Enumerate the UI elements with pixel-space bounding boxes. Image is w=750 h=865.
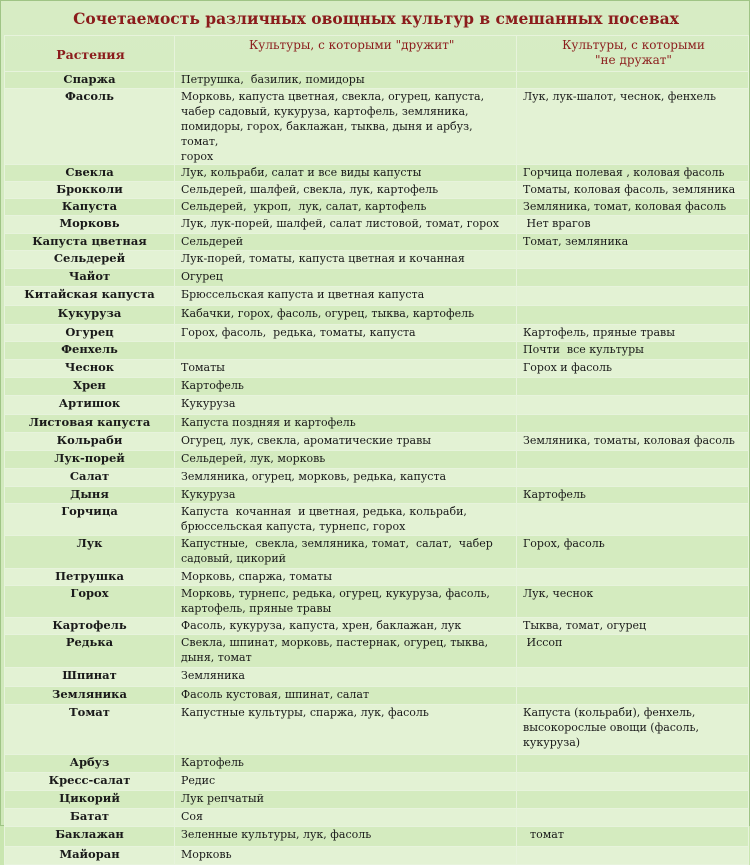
- enemies-cell: Почти все культуры: [517, 342, 749, 360]
- enemies-cell: Картофель, пряные травы: [517, 325, 749, 342]
- table-row: [5, 809, 749, 827]
- friends-cell: Петрушка, базилик, помидоры: [175, 72, 517, 89]
- table-row: [5, 668, 749, 687]
- enemies-cell: [517, 306, 749, 325]
- plant-name-cell: Томат: [5, 705, 175, 755]
- table-body: [5, 72, 749, 865]
- plant-name-cell: Капуста цветная: [5, 234, 175, 251]
- table-row: [5, 791, 749, 809]
- friends-cell: Кукуруза: [175, 396, 517, 415]
- plant-name-cell: Фасоль: [5, 89, 175, 165]
- plant-name-cell: Картофель: [5, 618, 175, 635]
- enemies-cell: Томаты, коловая фасоль, земляника: [517, 182, 749, 199]
- enemies-cell: Горчица полевая , коловая фасоль: [517, 165, 749, 182]
- enemies-cell: [517, 415, 749, 433]
- table-row: [5, 378, 749, 396]
- friends-cell: Соя: [175, 809, 517, 827]
- friends-cell: Горох, фасоль, редька, томаты, капуста: [175, 325, 517, 342]
- plant-name-cell: Арбуз: [5, 755, 175, 773]
- plant-name-cell: Артишок: [5, 396, 175, 415]
- friends-cell: Сельдерей: [175, 234, 517, 251]
- enemies-cell: Земляника, томат, коловая фасоль: [517, 199, 749, 216]
- table-row: [5, 72, 749, 89]
- page-title: Сочетаемость различных овощных культур в смешанных посевах: [73, 8, 679, 28]
- enemies-cell: томат: [517, 827, 749, 847]
- plant-name-cell: Батат: [5, 809, 175, 827]
- table-row: [5, 251, 749, 269]
- plant-name-cell: Петрушка: [5, 569, 175, 586]
- friends-cell: [175, 342, 517, 360]
- plant-name-cell: Капуста: [5, 199, 175, 216]
- plant-name-cell: Огурец: [5, 325, 175, 342]
- plant-name-cell: Баклажан: [5, 827, 175, 847]
- friends-cell: Капустные культуры, спаржа, лук, фасоль: [175, 705, 517, 755]
- enemies-cell: [517, 396, 749, 415]
- friends-cell: Редис: [175, 773, 517, 791]
- table-row: [5, 182, 749, 199]
- enemies-cell: Томат, земляника: [517, 234, 749, 251]
- table-row: [5, 396, 749, 415]
- table-row: [5, 89, 749, 165]
- enemies-cell: [517, 791, 749, 809]
- plant-name-cell: Земляника: [5, 687, 175, 705]
- plant-name-cell: Чайот: [5, 269, 175, 287]
- friends-cell: Кабачки, горох, фасоль, огурец, тыква, картофель: [175, 306, 517, 325]
- friends-cell: Картофель: [175, 378, 517, 396]
- compatibility-table: [4, 35, 749, 865]
- table-row: [5, 469, 749, 487]
- header-friends: Культуры, с которыми "дружит": [175, 36, 517, 72]
- enemies-cell: [517, 687, 749, 705]
- enemies-cell: Тыква, томат, огурец: [517, 618, 749, 635]
- enemies-cell: [517, 668, 749, 687]
- table-row: [5, 504, 749, 536]
- enemies-cell: [517, 269, 749, 287]
- friends-cell: Морковь, спаржа, томаты: [175, 569, 517, 586]
- table-row: [5, 773, 749, 791]
- friends-cell: Лук-порей, томаты, капуста цветная и кочанная: [175, 251, 517, 269]
- friends-cell: Морковь, турнепс, редька, огурец, кукуруза, фасоль, картофель, пряные травы: [175, 586, 517, 618]
- enemies-cell: Лук, чеснок: [517, 586, 749, 618]
- table-row: [5, 325, 749, 342]
- friends-cell: Томаты: [175, 360, 517, 378]
- header-plant: Растения: [5, 36, 175, 72]
- enemies-cell: Горох и фасоль: [517, 360, 749, 378]
- friends-cell: Сельдерей, лук, морковь: [175, 451, 517, 469]
- friends-cell: Огурец, лук, свекла, ароматические травы: [175, 433, 517, 451]
- table-row: [5, 635, 749, 668]
- header-enemies: [517, 36, 749, 72]
- plant-name-cell: Горох: [5, 586, 175, 618]
- enemies-cell: Иссоп: [517, 635, 749, 668]
- friends-cell: Земляника, огурец, морковь, редька, капуста: [175, 469, 517, 487]
- table-row: [5, 687, 749, 705]
- enemies-cell: [517, 287, 749, 306]
- table-row: [5, 199, 749, 216]
- plant-name-cell: Шпинат: [5, 668, 175, 687]
- table-header-row: [5, 36, 749, 72]
- table-row: [5, 433, 749, 451]
- table-row: [5, 342, 749, 360]
- table-row: [5, 360, 749, 378]
- plant-name-cell: Цикорий: [5, 791, 175, 809]
- friends-cell: Фасоль кустовая, шпинат, салат: [175, 687, 517, 705]
- plant-name-cell: Лук: [5, 536, 175, 569]
- plant-name-cell: Брокколи: [5, 182, 175, 199]
- enemies-cell: [517, 847, 749, 865]
- friends-cell: Капуста кочанная и цветная, редька, кольраби, брюссельская капуста, турнепс, горох: [175, 504, 517, 536]
- friends-cell: Земляника: [175, 668, 517, 687]
- enemies-cell: Картофель: [517, 487, 749, 504]
- friends-cell: Огурец: [175, 269, 517, 287]
- table-row: [5, 618, 749, 635]
- plant-name-cell: Кукуруза: [5, 306, 175, 325]
- plant-name-cell: Спаржа: [5, 72, 175, 89]
- plant-name-cell: Редька: [5, 635, 175, 668]
- enemies-cell: [517, 451, 749, 469]
- table-row: [5, 847, 749, 865]
- enemies-cell: [517, 469, 749, 487]
- friends-cell: Лук репчатый: [175, 791, 517, 809]
- table-row: [5, 165, 749, 182]
- friends-cell: Кукуруза: [175, 487, 517, 504]
- table-row: [5, 586, 749, 618]
- plant-name-cell: Сельдерей: [5, 251, 175, 269]
- plant-name-cell: Горчица: [5, 504, 175, 536]
- friends-cell: Сельдерей, шалфей, свекла, лук, картофель: [175, 182, 517, 199]
- plant-name-cell: Хрен: [5, 378, 175, 396]
- plant-name-cell: Майоран: [5, 847, 175, 865]
- enemies-cell: Земляника, томаты, коловая фасоль: [517, 433, 749, 451]
- table-row: [5, 536, 749, 569]
- header-enemies-line1: Культуры, с которыми: [562, 38, 705, 52]
- table-row: [5, 234, 749, 251]
- table-row: [5, 451, 749, 469]
- header-enemies-line2: "не дружат": [595, 53, 672, 67]
- friends-cell: Морковь, капуста цветная, свекла, огурец, капуста, чабер садовый, кукуруза, картофель, земляника, помидоры, горох, баклажан, тыква, дыня и арбуз, томат, горох: [175, 89, 517, 165]
- plant-name-cell: Кольраби: [5, 433, 175, 451]
- plant-name-cell: Лук-порей: [5, 451, 175, 469]
- enemies-cell: Горох, фасоль: [517, 536, 749, 569]
- enemies-cell: [517, 504, 749, 536]
- plant-name-cell: Кресс-салат: [5, 773, 175, 791]
- enemies-cell: [517, 251, 749, 269]
- plant-name-cell: Свекла: [5, 165, 175, 182]
- friends-cell: Сельдерей, укроп, лук, салат, картофель: [175, 199, 517, 216]
- table-row: [5, 415, 749, 433]
- friends-cell: Фасоль, кукуруза, капуста, хрен, баклажан, лук: [175, 618, 517, 635]
- enemies-cell: [517, 72, 749, 89]
- friends-cell: Капустные, свекла, земляника, томат, салат, чабер садовый, цикорий: [175, 536, 517, 569]
- plant-name-cell: Дыня: [5, 487, 175, 504]
- plant-name-cell: Чеснок: [5, 360, 175, 378]
- table-row: [5, 827, 749, 847]
- table-row: [5, 216, 749, 234]
- enemies-cell: [517, 755, 749, 773]
- friends-cell: Зеленные культуры, лук, фасоль: [175, 827, 517, 847]
- friends-cell: Свекла, шпинат, морковь, пастернак, огурец, тыква, дыня, томат: [175, 635, 517, 668]
- friends-cell: Картофель: [175, 755, 517, 773]
- plant-name-cell: Фенхель: [5, 342, 175, 360]
- enemies-cell: [517, 378, 749, 396]
- enemies-cell: Лук, лук-шалот, чеснок, фенхель: [517, 89, 749, 165]
- table-row: [5, 487, 749, 504]
- friends-cell: Лук, кольраби, салат и все виды капусты: [175, 165, 517, 182]
- friends-cell: Морковь: [175, 847, 517, 865]
- enemies-cell: [517, 773, 749, 791]
- plant-name-cell: Салат: [5, 469, 175, 487]
- enemies-cell: [517, 569, 749, 586]
- plant-name-cell: Морковь: [5, 216, 175, 234]
- table-row: [5, 287, 749, 306]
- table-row: [5, 269, 749, 287]
- plant-name-cell: Листовая капуста: [5, 415, 175, 433]
- table-row: [5, 705, 749, 755]
- table-row: [5, 306, 749, 325]
- friends-cell: Брюссельская капуста и цветная капуста: [175, 287, 517, 306]
- friends-cell: Капуста поздняя и картофель: [175, 415, 517, 433]
- table-row: [5, 569, 749, 586]
- enemies-cell: Капуста (кольраби), фенхель, высокорослые овощи (фасоль, кукуруза): [517, 705, 749, 755]
- table-row: [5, 755, 749, 773]
- plant-name-cell: Китайская капуста: [5, 287, 175, 306]
- enemies-cell: [517, 809, 749, 827]
- friends-cell: Лук, лук-порей, шалфей, салат листовой, томат, горох: [175, 216, 517, 234]
- enemies-cell: Нет врагов: [517, 216, 749, 234]
